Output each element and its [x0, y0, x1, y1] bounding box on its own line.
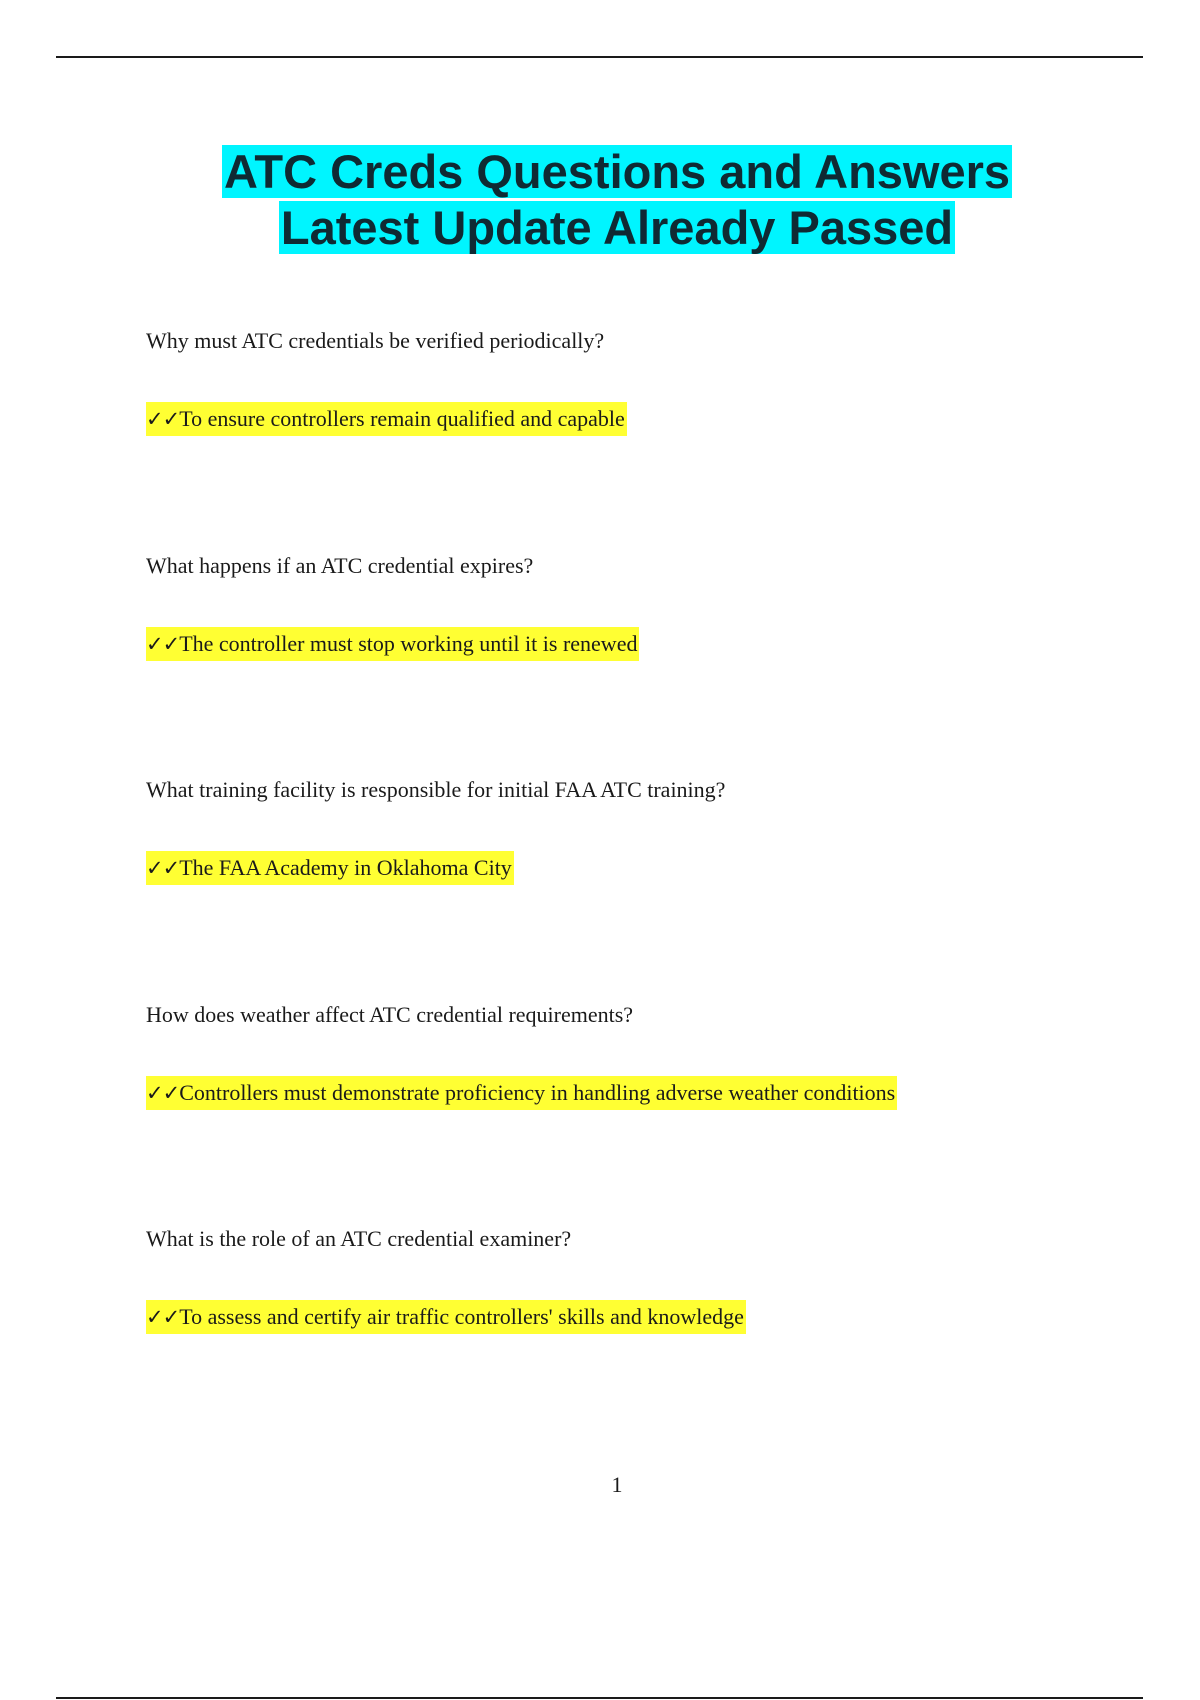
question-text: Why must ATC credentials be verified periodically?	[146, 328, 605, 353]
double-check-icon: ✓✓	[146, 407, 180, 431]
bottom-rule	[56, 1697, 1143, 1699]
answer-text	[146, 1300, 746, 1334]
double-check-icon: ✓✓	[146, 1081, 180, 1105]
double-check-icon: ✓✓	[146, 856, 180, 880]
document-title	[0, 144, 1200, 256]
question-text: How does weather affect ATC credential requirements?	[146, 1002, 634, 1027]
answer-label: The controller must stop working until it is renewed	[179, 631, 638, 656]
answer-label: To ensure controllers remain qualified and capable	[179, 406, 625, 431]
question-text: What training facility is responsible for initial FAA ATC training?	[146, 777, 726, 802]
answer-label: Controllers must demonstrate proficiency in handling adverse weather conditions	[179, 1080, 896, 1105]
double-check-icon: ✓✓	[146, 632, 180, 656]
answer-label: To assess and certify air traffic controllers' skills and knowledge	[179, 1304, 744, 1329]
answer-text	[146, 402, 627, 436]
answer-text	[146, 851, 514, 885]
top-rule	[56, 56, 1143, 58]
question-text: What is the role of an ATC credential examiner?	[146, 1226, 572, 1251]
answer-label: The FAA Academy in Oklahoma City	[179, 855, 512, 880]
title-line-2: Latest Update Already Passed	[280, 201, 954, 254]
answer-text	[146, 1076, 897, 1110]
question-text: What happens if an ATC credential expires?	[146, 553, 534, 578]
double-check-icon: ✓✓	[146, 1305, 180, 1329]
answer-text	[146, 627, 639, 661]
page-number: 1	[611, 1472, 623, 1497]
title-line-1: ATC Creds Questions and Answers	[223, 145, 1011, 198]
